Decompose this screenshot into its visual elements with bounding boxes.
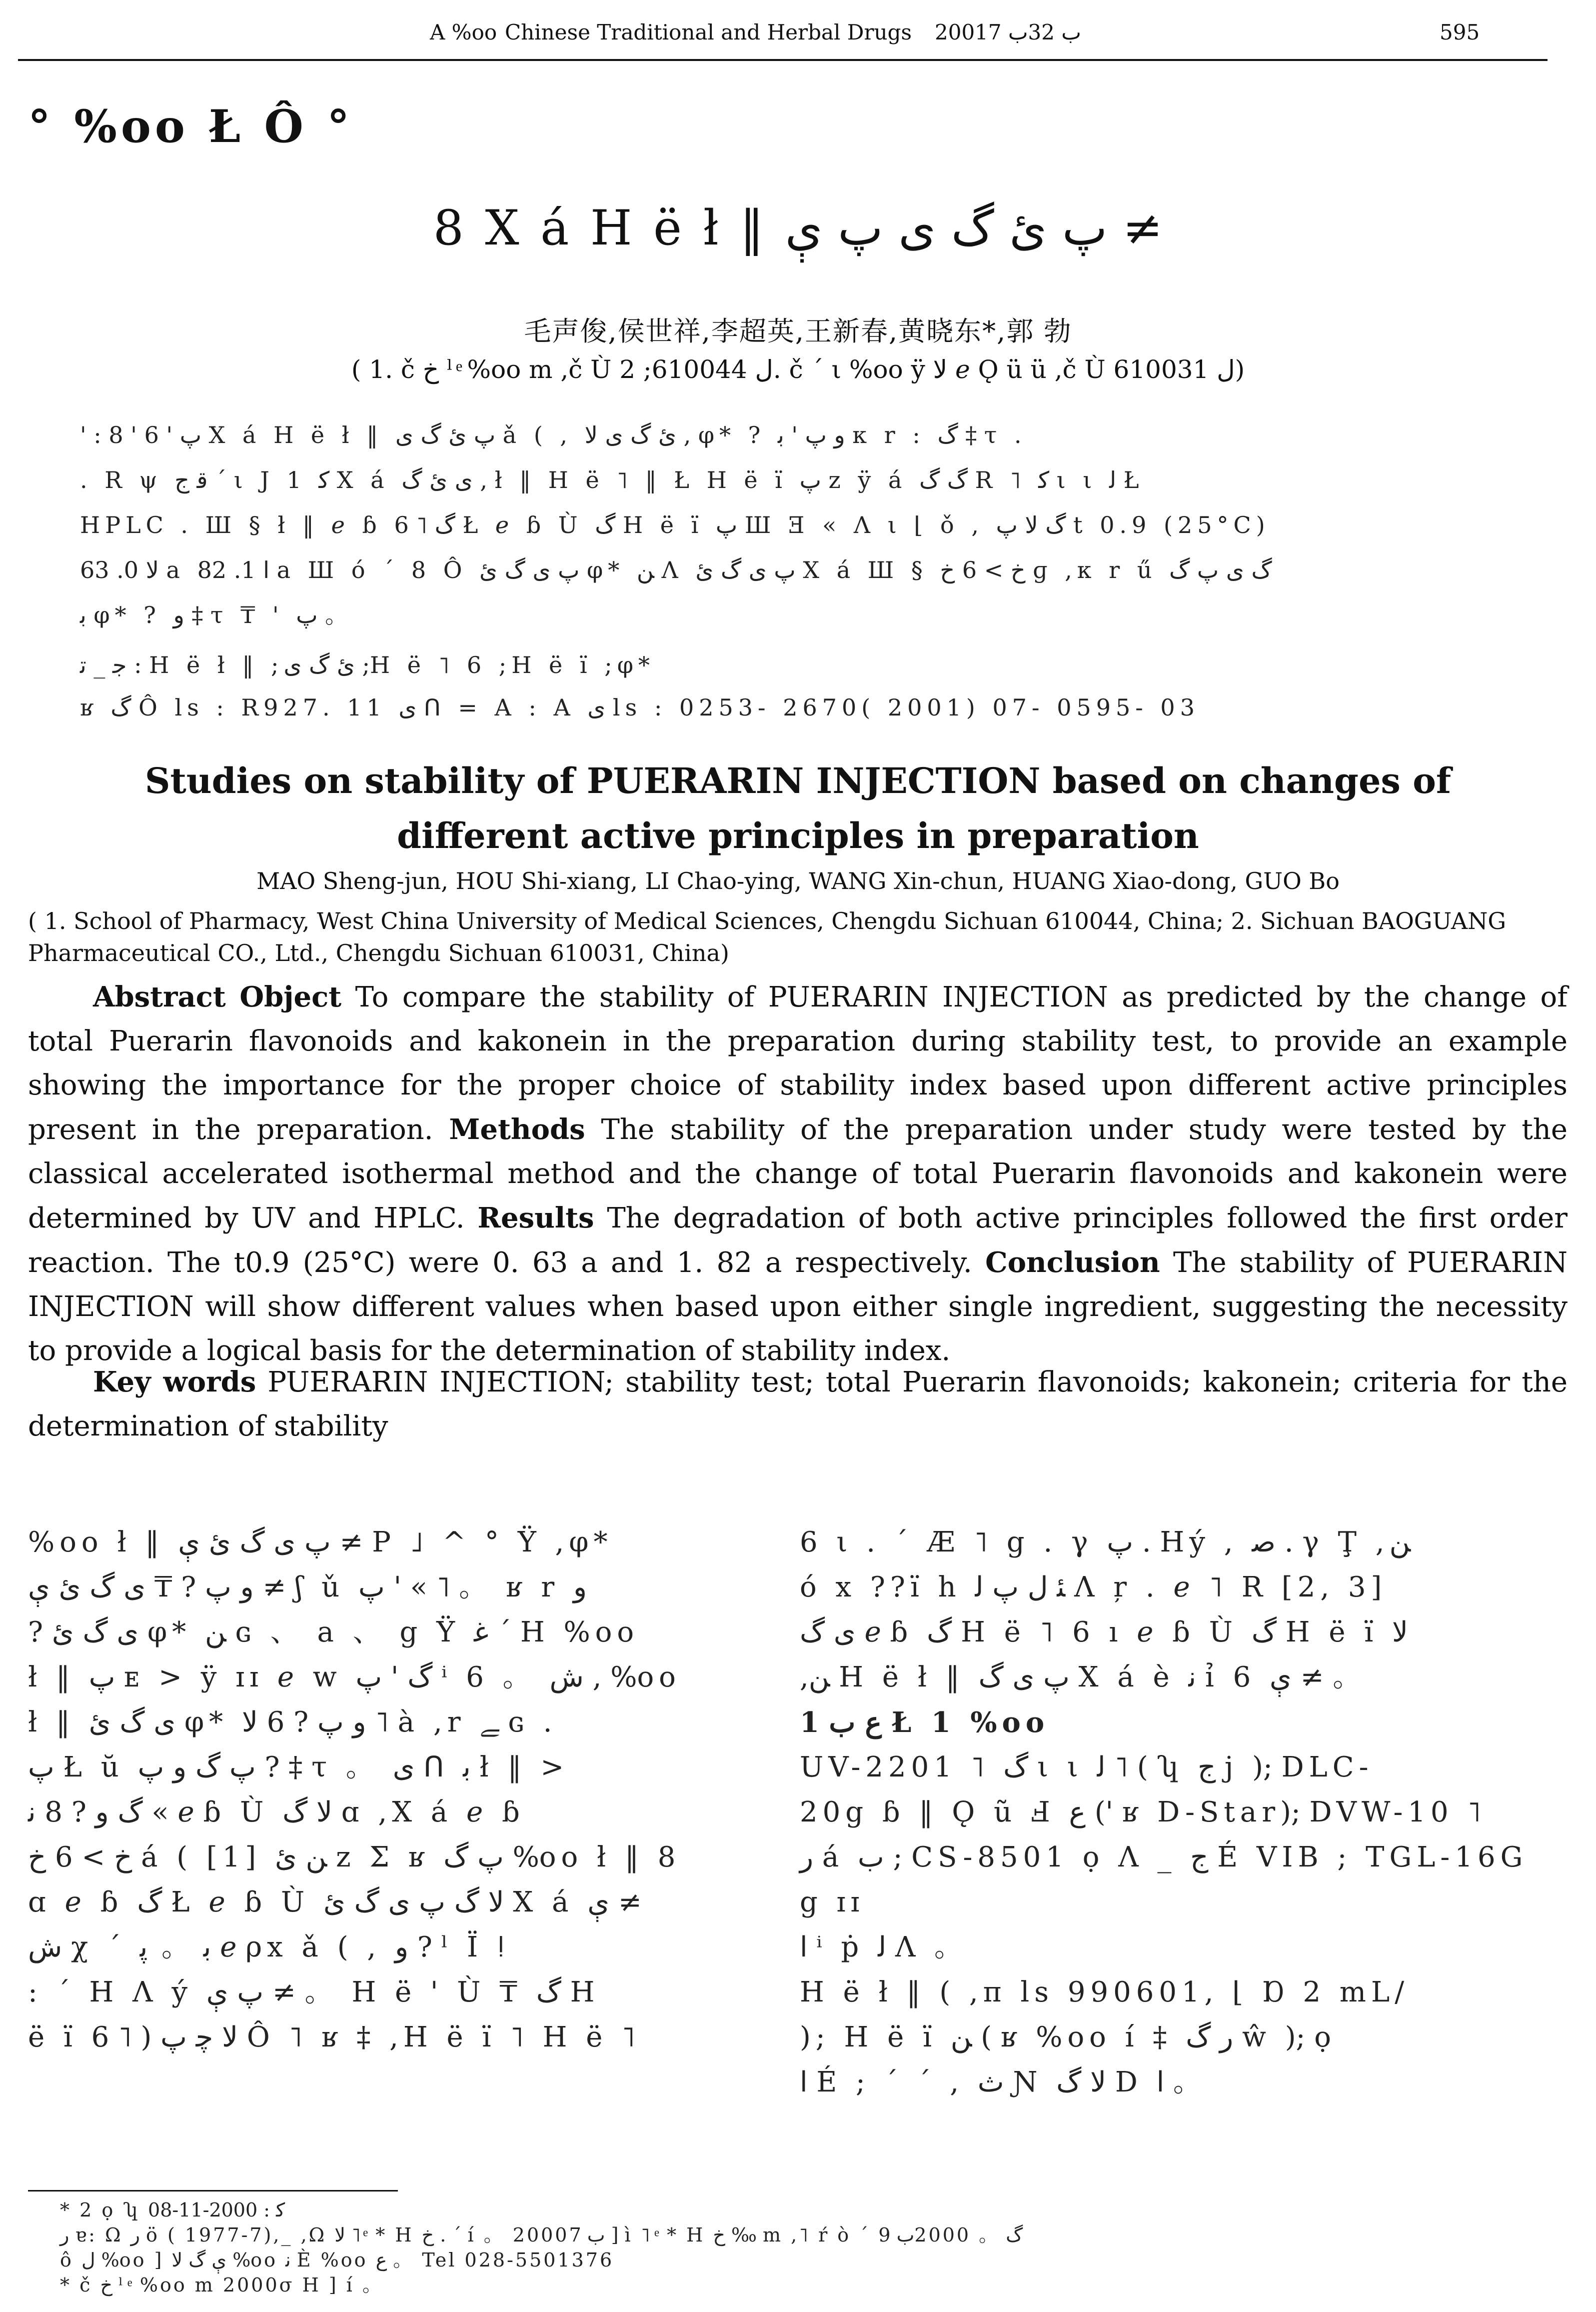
cn-keywords: ﺟ _ ﺗ : H ë ł ‖ ;ئ گ ى ;H ë ˥ 6 ;H ë ï ;φ* xyxy=(80,652,655,678)
object-text: To compare the stability of PUERARIN INJECTION as predicted by the change of total Puerarin flavonoids and kakonein in the preparation during stability test, to provide an example showing the importance for the proper choice of stability index based upon different active principles present in the preparation. xyxy=(28,981,1568,1146)
body-line: ﺥ > 6 ﺥ á ( [1] ﻦ ئ z Σ ʁ پ گ %oo ł ‖ 8 xyxy=(28,1841,681,1874)
results-text: The degradation of both active principles followed the first order reaction. The t0.9 (25°C) were 0. 63 a and 1. 82 a respectively. xyxy=(28,1202,1568,1279)
page-number: 595 xyxy=(1440,20,1480,44)
body-line: پ Ł ŭ پ گ و پ ? ‡ τ 。 ى ᑎ ﺑ ł ‖ > xyxy=(28,1751,569,1784)
en-keywords xyxy=(28,1360,1568,1448)
en-authors: MAO Sheng-jun, HOU Shi-xiang, LI Chao-ying, WANG Xin-chun, HUANG Xiao-dong, GUO Bo xyxy=(256,868,1340,894)
cn-abstract-line: ﻻ 0. 63 a ﺍ 1. 82 a Ш ó ´ 8 Ô پ ى گ ئ φ* ﻦ Λ پ ى گ ئ X á Ш § ﺥ > 6 ﺥ ɡ ,κ r ű گ ى پ گ xyxy=(80,556,1272,584)
conclusion-label: Conclusion xyxy=(985,1246,1160,1279)
body-line: ﺍ É ; ´ ´ , ﺙ Ɲ ﻻ گ D ﺍ 。 xyxy=(800,2066,1206,2098)
en-title-line-2: different active principles in preparation xyxy=(397,815,1199,856)
abstract-label: Abstract xyxy=(93,980,226,1014)
conclusion-text: The stability of PUERARIN INJECTION will show different values when based upon either single ingredient, suggesting the necessity to provide a logical basis for the determination of stability index. xyxy=(28,1246,1568,1367)
en-abstract xyxy=(28,975,1568,1373)
cn-abstract-line: ﺑ φ* ? و ‡ τ ₸ ' پ 。 xyxy=(80,602,353,628)
cn-title: 8 X á H ë ł ‖ پ ئ گ ى پ ې ≠ xyxy=(433,200,1163,256)
en-title-line-1: Studies on stability of PUERARIN INJECTION based on changes of xyxy=(144,760,1452,802)
footnote-line: ô ﻝ %oo ] ې گ ﻻ %oo ﻧ È %oo ﻉ 。 Tel 028-5501376 xyxy=(60,2249,614,2271)
header-code: A %oo xyxy=(430,20,497,44)
body-line: ł ‖ ى گ ئ φ* و پ ? 6 ﻻ ˥ à ,r ﮯ ɢ . xyxy=(28,1706,557,1738)
results-label: Results xyxy=(477,1202,594,1234)
keywords-text: PUERARIN INJECTION; stability test; total Puerarin flavonoids; kakonein; criteria for the determination of stability xyxy=(28,1366,1568,1442)
footnote-line: * č ﺥ ˡ ͤ %oo m 2000σ H ] í 。 xyxy=(60,2274,383,2296)
body-line: UV-2201 ˥ گ ι ι ﻟ ˥ ( ʮ ﺝ j ); DLC- xyxy=(800,1751,1374,1784)
cn-classification: ʁ گ Ô ls : R927. 11 ى ᑎ = A : A ى ls : 0253- 2670( 2001) 07- 0595- 03 xyxy=(80,694,1200,721)
methods-text: The stability of the preparation under study were tested by the classical accelerated isothermal method and the change of total Puerarin flavonoids and kakonein were determined by UV and HPLC. xyxy=(28,1114,1568,1234)
body-line: ó x ??ï h ﺌ ﻝ پ ﻟ Λ ŗ . ℯ ˥ R [2, 3] xyxy=(800,1571,1387,1604)
cn-abstract-line: HPLC . Ш § ł ‖ ℯ ɓ گ ˥ 6 Ł ℯ ɓ Ù گ H ë ï پ Ш Ǝ « Λ ι ⌊ ǒ , گ ﻻ پ t 0.9 (25°C) xyxy=(80,512,1270,538)
section-label: ° %oo Ł Ô ° xyxy=(28,100,354,153)
body-right-column xyxy=(800,1520,1550,2105)
body-line: ﺵ χ ´ ﺑ 。 ﭘ ℯ ρx ǎ ( , و ? ˡ Ï ǃ xyxy=(28,1931,510,1964)
footnotes xyxy=(60,2198,1560,2298)
methods-label: Methods xyxy=(449,1113,585,1146)
body-line: ﺭ á ب ; CS-8501 ọ Λ _ ﺝ É VIB ; TGL-16G g ɪɪ xyxy=(800,1841,1528,1918)
footnote-rule xyxy=(28,2190,398,2192)
body-line: گ و ? 8 ﻧ « ℯ ɓ Ù ﻻ گ ɑ ,X á ℯ ɓ xyxy=(28,1796,525,1828)
body-line: : ´ H Λ ý پ ې ≠ 。 H ë ' Ù ₸ گ H xyxy=(28,1976,600,2008)
body-line: ); H ë ï ﻦ ( ʁ %oo í ‡ ﺭ گ ŵ ); ọ xyxy=(800,2021,1336,2054)
en-affiliation: ( 1. School of Pharmacy, West China University of Medical Sciences, Chengdu Sichuan 610044, China; 2. Sichuan BAOGUANG Pharmaceutical CO., Ltd., Chengdu Sichuan 610031, China) xyxy=(28,908,1507,966)
body-line: ? ى گ ئ φ* ﻦ ɢ 、 a 、 g Ÿ ﻏ ´ H %oo xyxy=(28,1616,639,1648)
keywords-label: Key words xyxy=(93,1366,256,1398)
cn-abstract-line: . R ψ ﻗ ﺝ ´ ι J 1 ﻛ X á ى ئ گ , ł ‖ H ë ˥ ‖ Ł H ë ï پ z ÿ á گ گ R ˥ ﻛ ι ι ﻟ Ł xyxy=(80,466,1144,494)
body-left-column xyxy=(28,1520,768,2060)
footnote-line: ﺭ ɐ: Ω ﺭ ö ( 1977-7),_ ,Ω ﻻ ˥ ͤ * H ﺥ . ´ í 。 2000ب 7 ] ì ˥ ͤ * H ﺥ ‰ m ,˥ ŕ ò ´ گ 。 2000ب 9 xyxy=(60,2224,1023,2246)
cn-abstract-line: ' : پ ' 6 ' 8 X á H ë ł ‖ پ ئ گ ى ǎ ( , ئ گ ى ﻻ , φ* ? و پ ' ﺑ κ r : گ ‡ τ . xyxy=(80,422,1027,448)
object-label: Object xyxy=(239,980,342,1014)
footnote-line: * 2 ọ ʮ ﻛ : 2000-11-08 xyxy=(60,2199,285,2221)
body-line: %oo ł ‖ پ ى گ ئ ې ≠ P ˩ ^ ° Ÿ ,φ* xyxy=(28,1526,613,1558)
body-line: ɑ ℯ ɓ گ Ł ℯ ɓ Ù ﻻ گ پ ى گ ئ X á ې ≠ xyxy=(28,1886,642,1918)
body-line: 6 ι . ´ Æ ˥ g . γ پ . Hý , ﺻ . γ Ţ ,ﻦ xyxy=(800,1526,1411,1558)
section-heading: 1 ﻉ ب Ł 1 %oo xyxy=(800,1706,1050,1739)
volume-issue: 2001ب 32ب 7 xyxy=(935,20,1081,44)
cn-authors: 毛声俊,侯世祥,李超英,王新春,黄晓东*,郭 勃 xyxy=(524,316,1072,347)
body-line: ë ï ﻻ ﭼ پ ( ˥ 6 Ô ˥ ʁ ‡ ,H ë ï ˥ H ë ˥ xyxy=(28,2021,640,2054)
body-line: ى گ ℯ ɓ گ H ë ˥ 6 ı ℯ ɓ Ù گ H ë ï ﻻ xyxy=(800,1616,1408,1648)
body-line: ł ‖ پ ᴇ > ÿ ɪɪ ℯ w گ ' پ ⁱ 6 。 ﺵ , %oo xyxy=(28,1661,681,1694)
journal-name: Chinese Traditional and Herbal Drugs xyxy=(505,20,912,44)
body-line: ,ﻦ H ë ł ‖ پ ى گ X á è ﻧ ỉ 6 ې ≠ 。 xyxy=(800,1661,1366,1694)
header-rule xyxy=(18,59,1548,61)
body-line: و پ ? ₸ ى گ ئ ې ≠ ʃ ǔ پ ' « ˥ 。 ʁ r و xyxy=(28,1571,587,1604)
cn-affiliation: ( 1. č ﺥ ˡ ͤ %oo m ,č Ù ﻝ 610044; 2. č ´ ι %oo ÿ ﻻ ℯ Ǫ ü ü ,č Ù ﻝ 610031) xyxy=(351,355,1245,384)
body-line: ﺍ ⁱ ṗ ﻟ Λ 。 xyxy=(800,1931,968,1964)
body-line: H ë ł ‖ ( ,ᴨ ls 990601, ⌊ Ɒ 2 mL/ xyxy=(800,1976,1410,2008)
body-line: 20g ɓ ‖ Ǫ ũ Ⅎ ﻉ (' ʁ D-Star); DVW-10 ˥ xyxy=(800,1796,1487,1828)
